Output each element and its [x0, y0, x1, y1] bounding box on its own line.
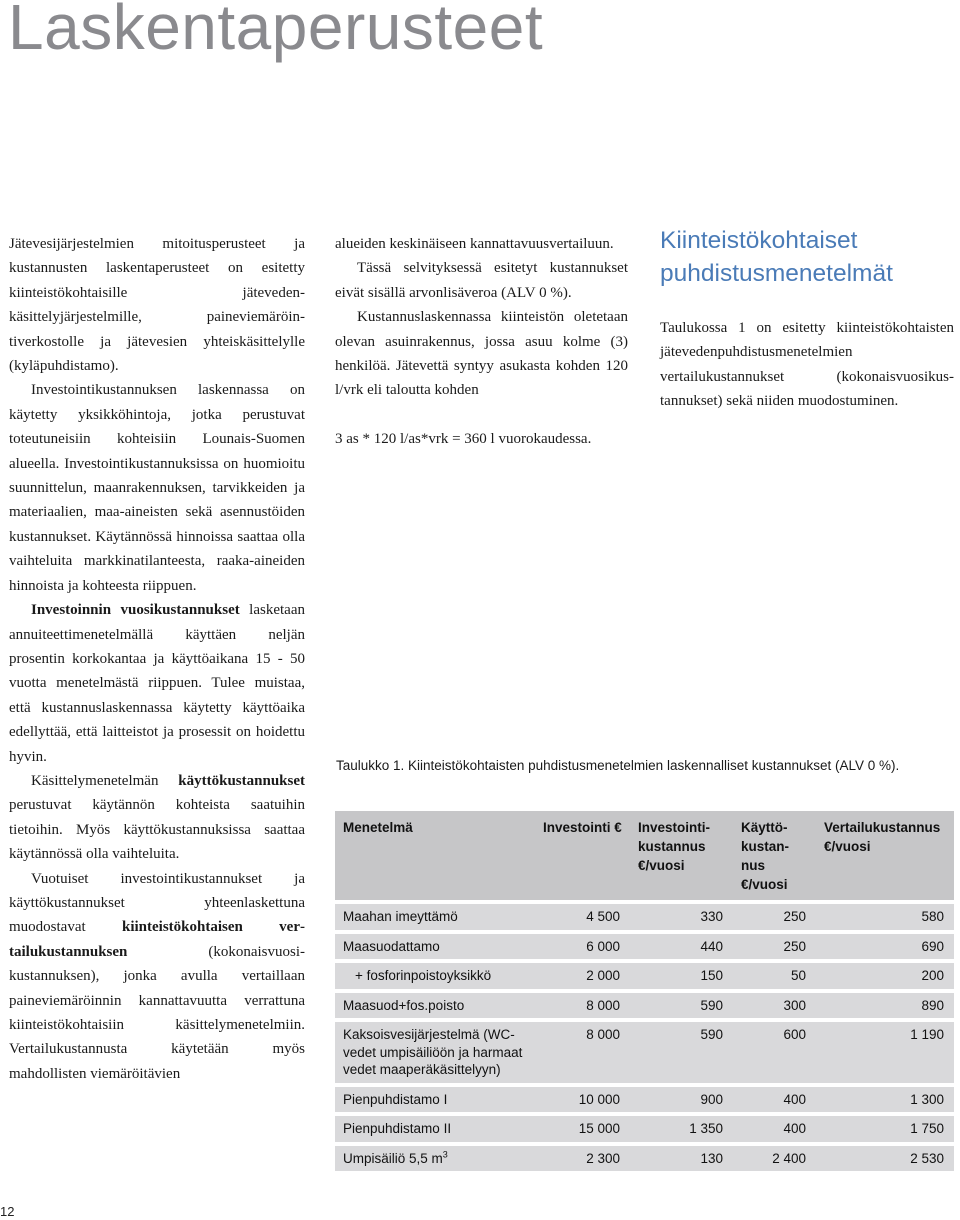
cell-investment-annual: 900: [630, 1085, 733, 1115]
cell-comparison: 1 190: [816, 1020, 954, 1085]
header-investment: Investointi €: [535, 811, 630, 902]
header-operating: Käyttökustannus €/vuosi: [733, 811, 816, 902]
cell-method: Kaksoisvesijärjestelmä (WC-vedet umpisäiliöön ja harmaat vedet maaperäkäsittelyyn): [335, 1020, 535, 1085]
cell-comparison: 890: [816, 991, 954, 1021]
cell-method: Pienpuhdistamo II: [335, 1114, 535, 1144]
cost-table: [335, 811, 954, 1175]
cell-method: Pienpuhdistamo I: [335, 1085, 535, 1115]
cell-investment-annual: 130: [630, 1144, 733, 1174]
paragraph-household: Kustannuslaskennassa kiinteistön oletetaan olevan asuinrakennus, jossa asuu kolme (3) henkilöä. Jätevettä syntyy asukasta kohden 120 l/vrk eli taloutta kohden: [335, 309, 628, 399]
cell-investment: 8 000: [535, 1020, 630, 1085]
cell-method: Maasuodattamo: [335, 932, 535, 962]
paragraph-table-intro: Taulukossa 1 on esitetty kiinteistökohtaisten jätevedenpuhdistusmenetelmien vertailukustannukset (kokonaisvuosikustannukset) sekä niiden muodostuminen.: [660, 320, 954, 410]
cell-method: Maasuod+fos.poisto: [335, 991, 535, 1021]
table-row: [335, 1114, 954, 1144]
cell-comparison: 580: [816, 902, 954, 932]
cell-investment: 4 500: [535, 902, 630, 932]
cell-investment: 15 000: [535, 1114, 630, 1144]
section-heading: Kiinteistökohtaiset puhdistusmenetelmät: [660, 227, 893, 287]
cell-operating: 600: [733, 1020, 816, 1085]
cell-investment: 10 000: [535, 1085, 630, 1115]
table-row: [335, 961, 954, 991]
cell-investment: 2 300: [535, 1144, 630, 1174]
paragraph-operating-cost: Käsittelymenetelmän käyttökustannukset perustuvat käytännön kohteista saatuihin tietoihin. Myös käyttökustannuksissa saattaa käytännössä olla vaihteluita.: [9, 772, 305, 863]
cell-investment: 8 000: [535, 991, 630, 1021]
table-row: [335, 1020, 954, 1085]
page-number: 12: [0, 1204, 15, 1219]
text-column-1: [9, 232, 305, 1086]
table-row: [335, 1144, 954, 1174]
term-comparison-cost: kiinteistökohtaisen vertailukustannuksen: [9, 919, 305, 960]
cell-operating: 50: [733, 961, 816, 991]
cell-investment-annual: 330: [630, 902, 733, 932]
paragraph-continued: alueiden keskinäiseen kannattavuusvertailuun.: [335, 236, 614, 252]
cell-method: Maahan imeyttämö: [335, 902, 535, 932]
cell-investment: 2 000: [535, 961, 630, 991]
cell-investment-annual: 590: [630, 1020, 733, 1085]
cell-operating: 2 400: [733, 1144, 816, 1174]
paragraph-comparison-cost: Vuotuiset investointikustannukset ja käyttökustannukset yhteenlaskettuna muodostavat kiinteistökohtaisen vertailukustannuksen (kokonaisvuosikustannuksen), jonka avulla vertaillaan paineviemäröinnin kannattavuutta verrattuna kiinteistökohtaisiin käsittelymenetelmiin. Vertailukustannusta käytetään myös mahdollisten viemäröitävien: [9, 870, 305, 1082]
term-operating-cost: käyttökustannukset: [178, 772, 305, 789]
page-title: Laskentaperusteet: [8, 0, 544, 63]
table-caption: Taulukko 1. Kiinteistökohtaisten puhdistusmenetelmien laskennalliset kustannukset (ALV 0 %).: [336, 758, 900, 773]
header-investment-annual: Investointikustannus €/vuosi: [630, 811, 733, 902]
cell-investment-annual: 150: [630, 961, 733, 991]
cell-comparison: 690: [816, 932, 954, 962]
superscript: 3: [442, 1149, 448, 1159]
cell-operating: 250: [733, 932, 816, 962]
text-column-3: [660, 224, 954, 414]
text-column-2: [335, 232, 628, 451]
cell-investment-annual: 590: [630, 991, 733, 1021]
paragraph-formula: 3 as * 120 l/as*vrk = 360 l vuorokaudessa.: [335, 430, 592, 447]
cell-operating: 400: [733, 1114, 816, 1144]
cell-method: Umpisäiliö 5,5 $m^3$: [335, 1144, 535, 1174]
cell-comparison: 2 530: [816, 1144, 954, 1174]
table-row: [335, 902, 954, 932]
header-method: Menetelmä: [335, 811, 535, 902]
table-row: [335, 991, 954, 1021]
cell-comparison: 1 750: [816, 1114, 954, 1144]
cell-investment-annual: 1 350: [630, 1114, 733, 1144]
term-annual-investment: Investoinnin vuosikustannukset: [31, 602, 240, 619]
table-row: [335, 1085, 954, 1115]
paragraph-intro: Jätevesijärjestelmien mitoitusperusteet ja kustannusten laskentaperusteet on esitetty kiinteistökohtaisille jätevedenkäsittelyjärjestelmille, paineviemäröintiverkostolle ja jätevesien yhteiskäsittelylle (kyläpuhdistamo).: [9, 236, 305, 375]
cell-investment: 6 000: [535, 932, 630, 962]
paragraph-annual-investment: Investoinnin vuosikustannukset lasketaan annuiteettimenetelmällä käyttäen neljän prosentin korkokantaa ja käyttöaikana 15 - 50 vuotta menetelmästä riippuen. Tulee muistaa, että kustannuslaskennassa käytetty käyttöaika edellyttää, että laitteistot ja prosessit on hoidettu hyvin.: [9, 602, 305, 765]
cell-method: + fosforinpoistoyksikkö: [335, 961, 535, 991]
cell-comparison: 1 300: [816, 1085, 954, 1115]
paragraph-investment-cost: Investointikustannuksen laskennassa on käytetty yksikköhintoja, jotka perustuvat toteutuneisiin kohteisiin Lounais-Suomen alueella. Investointikustannuksissa on huomioitu suunnittelun, maanrakennuksen, tarvikkeiden ja materiaalien, maa-aineisten sekä asennustöiden kustannukset. Käytännössä hinnoissa saattaa olla vaihteluita markkinatilanteesta, raaka-aineiden hinnoista ja kohteesta riippuen.: [9, 382, 305, 594]
cell-operating: 300: [733, 991, 816, 1021]
paragraph-vat: Tässä selvityksessä esitetyt kustannukset eivät sisällä arvonlisäveroa (ALV 0 %).: [335, 260, 628, 301]
cell-investment-annual: 440: [630, 932, 733, 962]
table-row: [335, 932, 954, 962]
header-comparison: Vertailukustannus €/vuosi: [816, 811, 954, 902]
cell-comparison: 200: [816, 961, 954, 991]
cell-operating: 400: [733, 1085, 816, 1115]
cell-operating: 250: [733, 902, 816, 932]
table-header-row: [335, 811, 954, 902]
